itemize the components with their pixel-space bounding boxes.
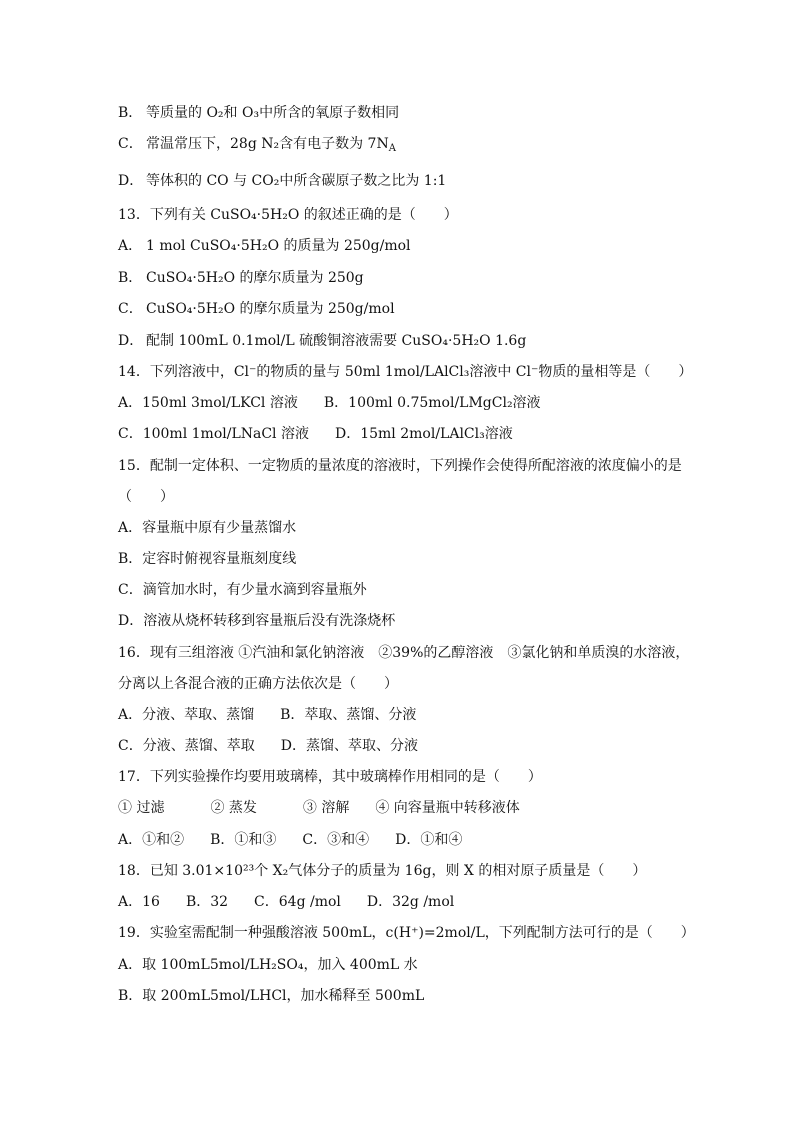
q13-option-d (118, 331, 754, 351)
q18-option-d: D．32g /mol (366, 894, 455, 910)
q17-items (118, 798, 754, 818)
option-text: CuSO₄·5H₂O 的摩尔质量为 250g/mol (146, 301, 395, 317)
option-text: 1 mol CuSO₄·5H₂O 的质量为 250g/mol (146, 238, 411, 254)
option-label: B． (118, 105, 143, 121)
q16-stem-2: 分离以上各混合液的正确方法依次是（ ） (118, 676, 398, 692)
q18-options (118, 892, 754, 912)
q15-stem-blank: （ ） (118, 489, 174, 505)
q13-stem: 13．下列有关 CuSO₄·5H₂O 的叙述正确的是（ ） (118, 207, 458, 223)
q16-option-b: B．萃取、蒸馏、分液 (280, 707, 417, 723)
q17-options (118, 830, 754, 850)
option-text: 等质量的 O₂和 O₃中所含的氧原子数相同 (146, 105, 400, 121)
option-label: C． (118, 136, 143, 152)
q13-option-c (118, 299, 754, 319)
option-text: 等体积的 CO 与 CO₂中所含碳原子数之比为 1:1 (146, 173, 447, 189)
q14-options-cd (118, 424, 754, 444)
q15-option-d: D．溶液从烧杯转移到容量瓶后没有洗涤烧杯 (118, 613, 396, 629)
q16-stem: 16．现有三组溶液 ①汽油和氯化钠溶液 ②39%的乙醇溶液 ③氯化钠和单质溴的水溶液， (118, 645, 690, 661)
q17-item-2: ② 蒸发 (210, 800, 257, 816)
q12-option-d (118, 171, 754, 191)
subscript-a: A (388, 143, 396, 154)
q14-option-c: C．100ml 1mol/LNaCl 溶液 (118, 426, 309, 442)
q15-stem: 15．配制一定体积、一定物质的量浓度的溶液时，下列操作会使得所配溶液的浓度偏小的是 (118, 458, 682, 474)
q16-options-cd (118, 736, 754, 756)
q17-item-4: ④ 向容量瓶中转移液体 (375, 800, 520, 816)
q18-option-a: A．16 (118, 894, 160, 910)
option-text: 配制 100mL 0.1mol/L 硫酸铜溶液需要 CuSO₄·5H₂O 1.6g (146, 333, 527, 349)
q12-option-c (118, 134, 754, 154)
q15-option-b: B．定容时俯视容量瓶刻度线 (118, 551, 297, 567)
q18-stem: 18．已知 3.01×10²³个 X₂气体分子的质量为 16g，则 X 的相对原子质量是（ ） (118, 863, 647, 879)
q16-options-ab (118, 705, 754, 725)
option-text: 常温常压下，28g N₂含有电子数为 $7N_A$ (146, 136, 396, 154)
q17-option-a: A．①和② (118, 832, 185, 848)
q19-stem: 19．实验室需配制一种强酸溶液 500mL，c(H⁺)=2mol/L，下列配制方法可行的是（ ） (118, 925, 695, 941)
q13-option-a (118, 236, 754, 256)
q17-stem: 17．下列实验操作均要用玻璃棒，其中玻璃棒作用相同的是（ ） (118, 769, 542, 785)
q18-option-b: B．32 (185, 894, 229, 910)
q14-option-d: D．15ml 2mol/LAlCl₃溶液 (334, 426, 513, 442)
q18-option-c: C．64g /mol (254, 894, 341, 910)
option-label: C． (118, 301, 143, 317)
q14-option-b: B．100ml 0.75mol/LMgCl₂溶液 (323, 395, 541, 411)
q15-option-a: A．容量瓶中原有少量蒸馏水 (118, 520, 297, 536)
q17-option-d: D．①和④ (395, 832, 463, 848)
q14-option-a: A．150ml 3mol/LKCl 溶液 (118, 395, 298, 411)
q14-stem: 14．下列溶液中，Cl⁻的物质的量与 50ml 1mol/LAlCl₃溶液中 Cl⁻物质的量相等是（ ） (118, 364, 693, 380)
option-label: B． (118, 270, 143, 286)
q17-option-c: C．③和④ (302, 832, 370, 848)
q14-options-ab (118, 393, 754, 413)
q15-option-c: C．滴管加水时，有少量水滴到容量瓶外 (118, 582, 367, 598)
q13-option-b (118, 268, 754, 288)
q19-option-b: B．取 200mL5mol/LHCl，加水稀释至 500mL (118, 988, 425, 1004)
q17-item-1: ① 过滤 (118, 800, 165, 816)
q19-option-a: A．取 100mL5mol/LH₂SO₄，加入 400mL 水 (118, 957, 418, 973)
option-label: D． (118, 333, 144, 349)
option-label: D． (118, 173, 144, 189)
option-text: CuSO₄·5H₂O 的摩尔质量为 250g (146, 270, 364, 286)
q16-option-a: A．分液、萃取、蒸馏 (118, 707, 255, 723)
q17-item-3: ③ 溶解 (302, 800, 350, 816)
q16-option-d: D．蒸馏、萃取、分液 (280, 738, 418, 754)
q17-option-b: B．①和③ (210, 832, 277, 848)
option-label: A． (118, 238, 143, 254)
q16-option-c: C．分液、蒸馏、萃取 (118, 738, 255, 754)
q12-option-b (118, 103, 754, 123)
